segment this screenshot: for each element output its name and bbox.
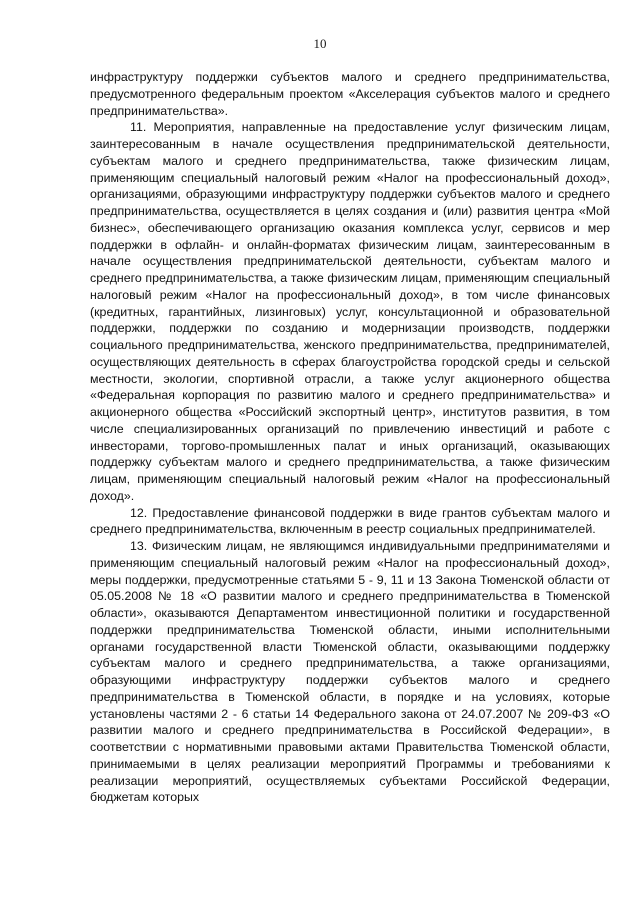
paragraph-continuation: инфраструктуру поддержки субъектов малого и среднего предпринимательства, предусмотренного федеральным проектом «Акселерация субъектов малого и среднего предпринимательства». [90, 70, 610, 118]
paragraph-item-11: 11. Мероприятия, направленные на предоставление услуг физическим лицам, заинтересованным в начале осуществления предпринимательской деятельности, субъектам малого и среднего предпринимательства, также физическим лицам, применяющим специальный налоговый режим «Налог на профессиональный доход», организациями, образующими инфраструктуру поддержки субъектов малого и среднего предпринимательства, осуществляется в целях создания и (или) развития центра «Мой бизнес», обеспечивающего организацию оказания комплекса услуг, сервисов и мер поддержки в офлайн- и онлайн-форматах физическим лицам, заинтересованным в начале осуществления предпринимательской деятельности, субъектам малого и среднего предпринимательства, а также физическим лицам, применяющим специальный налоговый режим «Налог на профессиональный доход», в том числе финансовых (кредитных, гарантийных, лизинговых) услуг, консультационной и образовательной поддержки, поддержки по созданию и модернизации производств, поддержки социального предпринимательства, женского предпринимательства, предпринимателей, осуществляющих деятельность в сферах благоустройства городской среды и сельской местности, экологии, спортивной отрасли, а также услуг акционерного общества «Федеральная корпорация по развитию малого и среднего предпринимательства» и акционерного общества «Российский экспортный центр», институтов развития, в том числе специализированных организаций по привлечению инвестиций и работе с инвесторами, торгово-промышленных палат и иных организаций, оказывающих поддержку субъектам малого и среднего предпринимательства, а также физическим лицам, применяющим специальный налоговый режим «Налог на профессиональный доход». [90, 120, 610, 503]
page-number: 10 [313, 36, 327, 51]
document-body [90, 69, 610, 806]
paragraph-item-12: 12. Предоставление финансовой поддержки в виде грантов субъектам малого и среднего предпринимательства, включенным в реестр социальных предпринимателей. [90, 505, 610, 537]
paragraph-item-13: 13. Физическим лицам, не являющимся индивидуальными предпринимателями и применяющим специальный налоговый режим «Налог на профессиональный доход», меры поддержки, предусмотренные статьями 5 - 9, 11 и 13 Закона Тюменской области от 05.05.2008 № 18 «О развитии малого и среднего предпринимательства в Тюменской области», оказываются Департаментом инвестиционной политики и государственной поддержки предпринимательства Тюменской области, иными исполнительными органами государственной власти Тюменской области, оказывающими поддержку субъектам малого и среднего предпринимательства, а также организациями, образующими инфраструктуру поддержки субъектов малого и среднего предпринимательства в Тюменской области, в порядке и на условиях, которые установлены частями 2 - 6 статьи 14 Федерального закона от 24.07.2007 № 209-ФЗ «О развитии малого и среднего предпринимательства в Российской Федерации», в соответствии с нормативными правовыми актами Правительства Тюменской области, принимаемыми в целях реализации мероприятий Программы и требованиями к реализации мероприятий, осуществляемых субъектами Российской Федерации, бюджетам которых [90, 539, 610, 805]
